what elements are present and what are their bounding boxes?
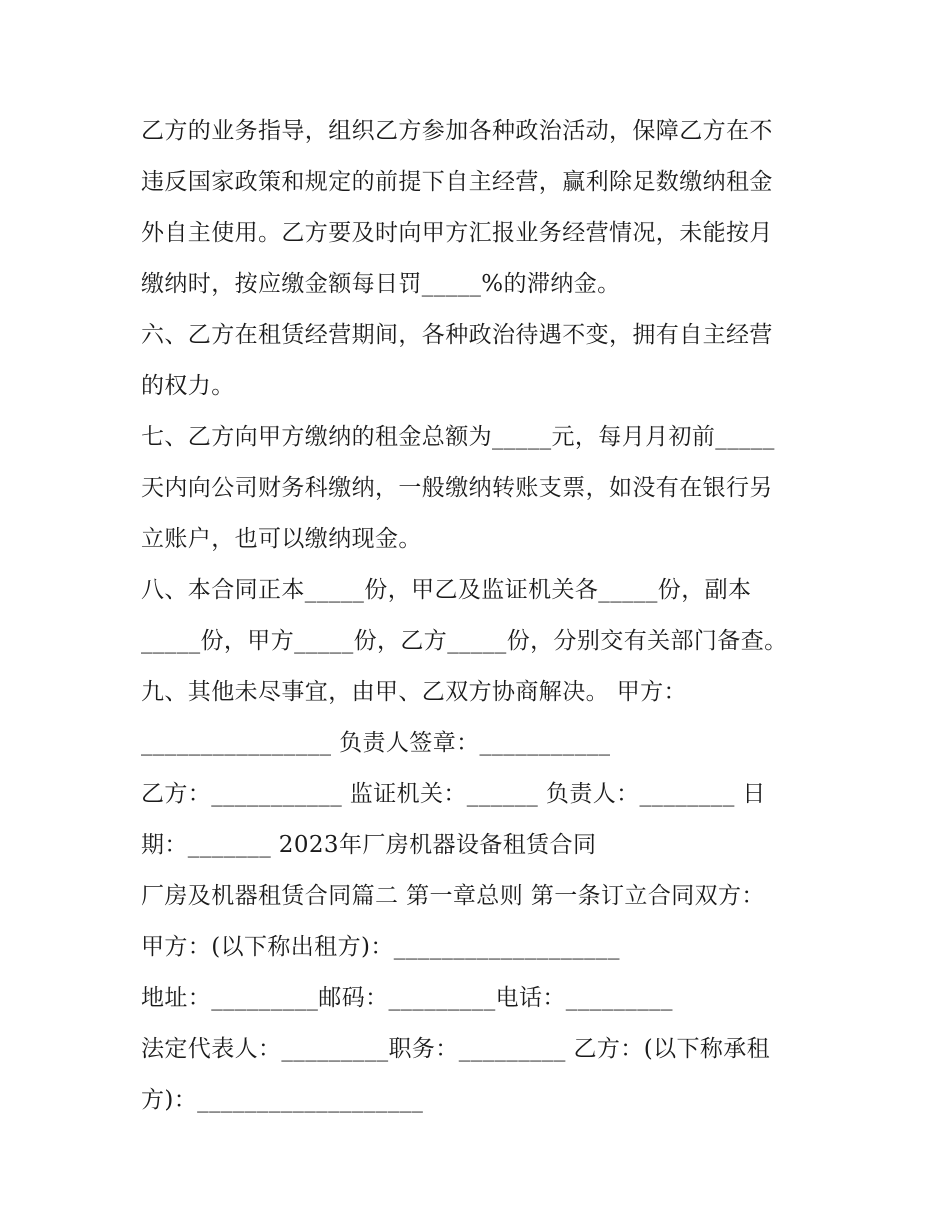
clause-nine: 九、其他未尽事宜，由甲、乙双方协商解决。 甲方： [141,679,687,705]
date-and-title-line: 期：_______ 2023年厂房机器设备租赁合同 [141,832,597,858]
section-two-heading: 厂房及机器租赁合同篇二 第一章总则 第一条订立合同双方： [141,883,765,909]
lessee-field: 方)：___________________ [141,1087,424,1113]
address-postcode-phone-fields: 地址：_________邮码：_________电话：_________ [141,985,673,1011]
text-line: 乙方的业务指导，组织乙方参加各种政治活动，保障乙方在不 [141,118,773,144]
text-line: _____份，甲方_____份，乙方_____份，分别交有关部门备查。 [141,628,788,654]
text-line: 缴纳时，按应缴金额每日罚_____%的滞纳金。 [141,271,621,297]
signature-line-party-a: ________________ 负责人签章：___________ [141,730,611,756]
text-line: 天内向公司财务科缴纳，一般缴纳转账支票，如没有在银行另 [141,475,773,501]
text-line: 立账户，也可以缴纳现金。 [141,526,422,552]
signature-line-party-b: 乙方：___________ 监证机关：______ 负责人：________ 日 [141,781,766,807]
document-body [141,106,821,1126]
text-line: 违反国家政策和规定的前提下自主经营，赢利除足数缴纳租金 [141,169,773,195]
text-line: 的权力。 [141,373,235,399]
lessor-field: 甲方：(以下称出租方)：___________________ [141,934,620,960]
clause-six: 六、乙方在租赁经营期间，各种政治待遇不变，拥有自主经营 [141,322,773,348]
legal-representative-field: 法定代表人：_________职务：_________ 乙方：(以下称承租 [141,1036,771,1062]
clause-eight: 八、本合同正本_____份，甲乙及监证机关各_____份，副本 [141,577,752,603]
clause-seven: 七、乙方向甲方缴纳的租金总额为_____元，每月月初前_____ [141,424,775,450]
text-line: 外自主使用。乙方要及时向甲方汇报业务经营情况，未能按月 [141,220,773,246]
